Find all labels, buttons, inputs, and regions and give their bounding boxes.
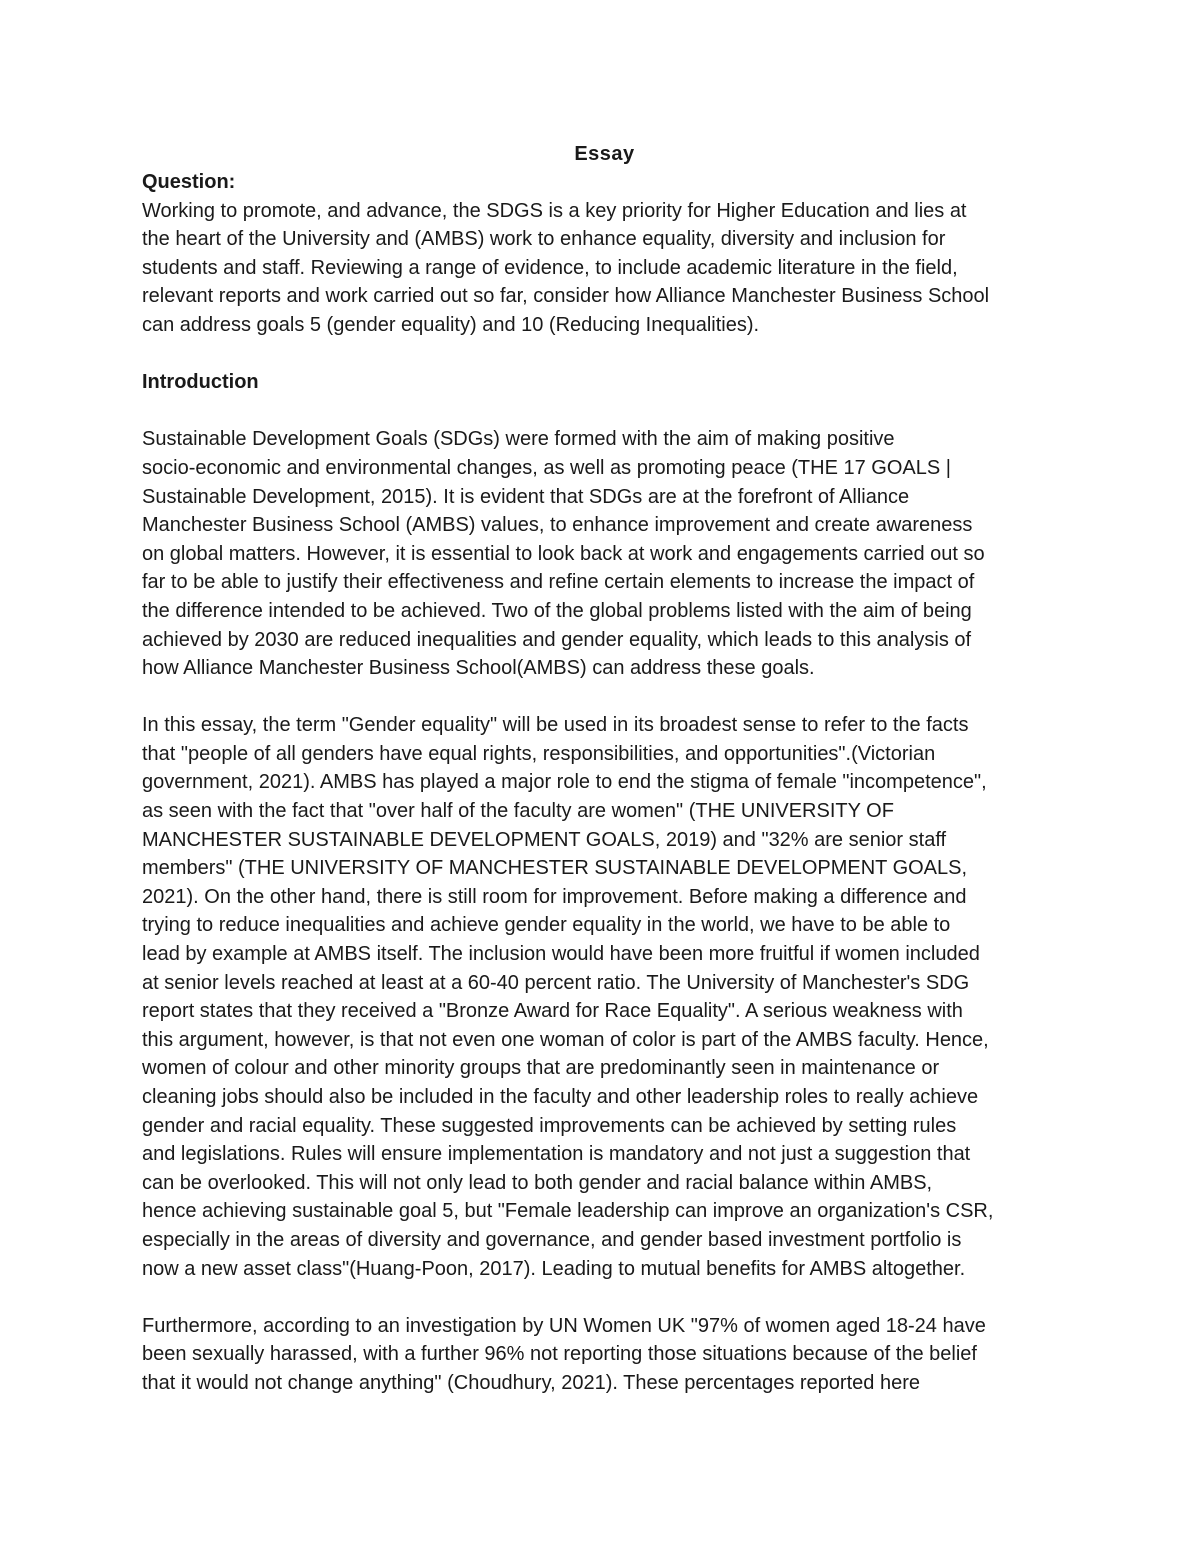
text-line: Manchester Business School (AMBS) values, to enhance improvement and create awareness [142, 514, 973, 537]
text-line: Sustainable Development Goals (SDGs) were formed with the aim of making positive [142, 428, 895, 451]
text-line: the difference intended to be achieved. Two of the global problems listed with the aim of being [142, 599, 972, 622]
document-title: Essay [574, 143, 635, 165]
introduction-paragraph-2 [142, 711, 1067, 1283]
text-line: this argument, however, is that not even one woman of color is part of the AMBS faculty. Hence, [142, 1028, 989, 1051]
text-line: been sexually harassed, with a further 96% not reporting those situations because of the belief [142, 1343, 977, 1366]
text-line: Sustainable Development, 2015). It is evident that SDGs are at the forefront of Alliance [142, 485, 910, 508]
text-line: Furthermore, according to an investigation by UN Women UK "97% of women aged 18-24 have [142, 1314, 986, 1337]
text-line: trying to reduce inequalities and achieve gender equality in the world, we have to be able to [142, 914, 951, 937]
text-line: women of colour and other minority groups that are predominantly seen in maintenance or [142, 1057, 940, 1080]
document-page [142, 140, 1067, 1398]
text-line: MANCHESTER SUSTAINABLE DEVELOPMENT GOALS, 2019) and "32% are senior staff [142, 828, 947, 851]
text-line: relevant reports and work carried out so far, consider how Alliance Manchester Business School [142, 285, 990, 308]
text-line: report states that they received a "Bronze Award for Race Equality". A serious weakness with [142, 1000, 963, 1023]
text-line: socio-economic and environmental changes, as well as promoting peace (THE 17 GOALS | [142, 456, 951, 479]
question-paragraph [142, 197, 1067, 340]
introduction-paragraph-1 [142, 425, 1067, 682]
question-heading: Question: [142, 171, 236, 193]
text-line: as seen with the fact that "over half of the faculty are women" (THE UNIVERSITY OF [142, 800, 894, 823]
text-line: members" (THE UNIVERSITY OF MANCHESTER SUSTAINABLE DEVELOPMENT GOALS, [142, 857, 968, 880]
text-line: 2021). On the other hand, there is still room for improvement. Before making a difference and [142, 885, 967, 908]
text-line: gender and racial equality. These suggested improvements can be achieved by setting rules [142, 1114, 957, 1137]
text-line: Working to promote, and advance, the SDGS is a key priority for Higher Education and lies at [142, 199, 967, 222]
text-line: the heart of the University and (AMBS) work to enhance equality, diversity and inclusion for [142, 228, 946, 251]
text-line: lead by example at AMBS itself. The inclusion would have been more fruitful if women included [142, 943, 980, 966]
text-line: hence achieving sustainable goal 5, but "Female leadership can improve an organization's CSR, [142, 1200, 994, 1223]
text-line: especially in the areas of diversity and governance, and gender based investment portfolio is [142, 1228, 962, 1251]
text-line: far to be able to justify their effectiveness and refine certain elements to increase the impact of [142, 571, 975, 594]
text-line: can address goals 5 (gender equality) and 10 (Reducing Inequalities). [142, 313, 760, 336]
text-line: In this essay, the term "Gender equality" will be used in its broadest sense to refer to the facts [142, 714, 969, 737]
text-line: that it would not change anything" (Choudhury, 2021). These percentages reported here [142, 1371, 920, 1394]
introduction-paragraph-3 [142, 1312, 1067, 1398]
text-line: on global matters. However, it is essential to look back at work and engagements carried out so [142, 542, 985, 565]
text-line: government, 2021). AMBS has played a major role to end the stigma of female "incompetence", [142, 771, 987, 794]
text-line: and legislations. Rules will ensure implementation is mandatory and not just a suggestion that [142, 1143, 971, 1166]
text-line: cleaning jobs should also be included in the faculty and other leadership roles to really achieve [142, 1086, 979, 1108]
text-line: that "people of all genders have equal rights, responsibilities, and opportunities".(Victorian [142, 742, 936, 765]
text-line: can be overlooked. This will not only lead to both gender and racial balance within AMBS, [142, 1171, 933, 1194]
introduction-heading: Introduction [142, 371, 259, 394]
text-line: now a new asset class"(Huang-Poon, 2017). Leading to mutual benefits for AMBS altogether. [142, 1257, 966, 1280]
text-line: how Alliance Manchester Business School(AMBS) can address these goals. [142, 657, 815, 680]
text-line: at senior levels reached at least at a 60-40 percent ratio. The University of Manchester's SDG [142, 971, 970, 994]
text-line: students and staff. Reviewing a range of evidence, to include academic literature in the field, [142, 256, 958, 279]
text-line: achieved by 2030 are reduced inequalities and gender equality, which leads to this analysis of [142, 628, 972, 651]
